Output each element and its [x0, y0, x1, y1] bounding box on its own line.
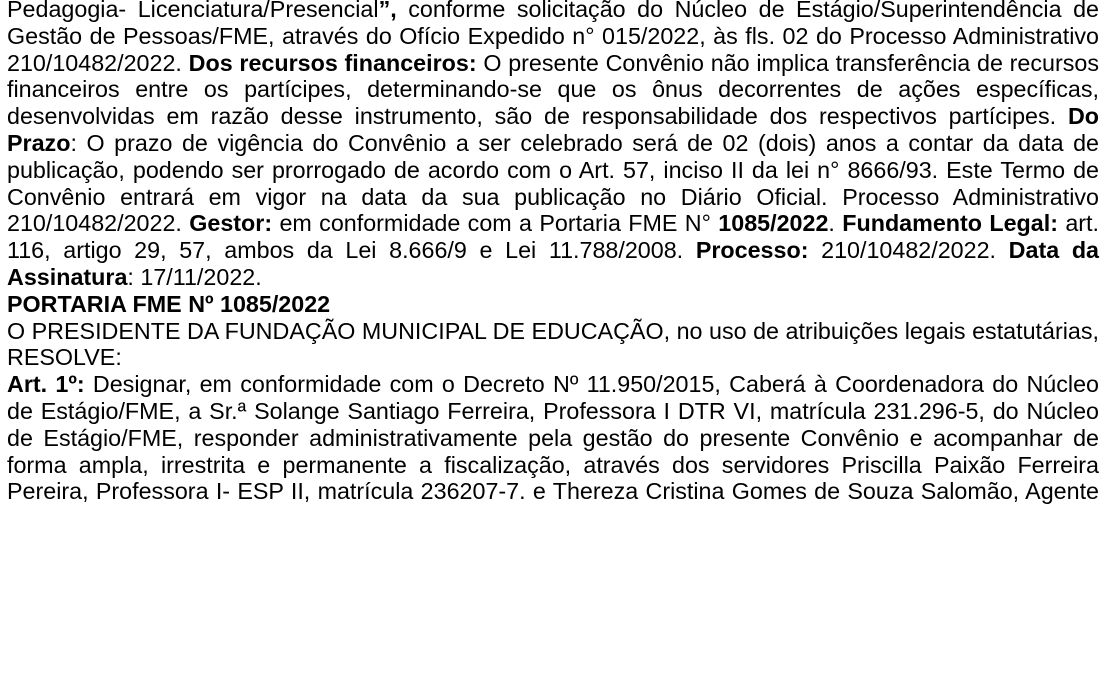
- label-processo: Processo:: [695, 237, 809, 264]
- portaria-number: 1085/2022: [718, 210, 829, 237]
- article-1-paragraph: [7, 371, 1099, 505]
- label-prazo: Do Prazo: [7, 103, 1099, 156]
- article-1-label: Art. 1º:: [7, 371, 85, 398]
- text-fragment: : O prazo de vigência do Convênio a ser celebrado será de 02 (dois) anos a contar da data de publicação, podendo ser prorrogado de acordo com o Art. 57, inciso II da lei n° 8666/93. Este Termo de Convênio entrará em vigor na data da sua publicação no Diário Oficial. Processo Administrativo 210/10482/2022.: [7, 129, 1099, 237]
- text-fragment: .: [828, 210, 843, 237]
- text-fragment: : 17/11/2022.: [127, 263, 262, 290]
- text-fragment: conforme solicitação do Núcleo de Estágio/Superintendência de Gestão de Pessoas/FME, através do Ofício Expedido n° 015/2022, às fls. 02 do Processo Administrativo 210/10482/2022.: [7, 0, 1099, 76]
- label-gestor: Gestor:: [189, 210, 273, 237]
- preamble-paragraph: O PRESIDENTE DA FUNDAÇÃO MUNICIPAL DE EDUCAÇÃO, no uso de atribuições legais estatutárias, RESOLVE:: [7, 317, 1099, 371]
- bold-fragment: ”,: [378, 0, 397, 22]
- text-fragment: em conformidade com a Portaria FME N°: [272, 210, 719, 237]
- text-fragment: 210/10482/2022.: [808, 237, 1009, 264]
- text-fragment: O presente Convênio não implica transferência de recursos financeiros entre os partícipes, determinando-se que os ônus decorrentes de ações específicas, desenvolvidas em razão desse instrumento, são de responsabilidade dos respectivos partícipes.: [7, 49, 1099, 130]
- label-data-assinatura: Data da Assinatura: [7, 237, 1100, 290]
- portaria-heading: PORTARIA FME Nº 1085/2022: [7, 290, 331, 317]
- label-recursos-financeiros: Dos recursos financeiros:: [188, 49, 477, 76]
- label-fundamento-legal: Fundamento Legal:: [842, 210, 1058, 237]
- article-1-text: Designar, em conformidade com o Decreto Nº 11.950/2015, Caberá à Coordenadora do Núcleo de Estágio/FME, a Sr.ª Solange Santiago Ferreira, Professora I DTR VI, matrícula 231.296-5, do Núcleo de Estágio/FME, responder administrativamente pela gestão do presente Convênio e acompanhar de forma ampla, irrestrita e permanente a fiscalização, através dos servidores Priscilla Paixão Ferreira Pereira, Professora I- ESP II, matrícula 236207-7. e Thereza Cristina Gomes de Souza Salomão, Agente: [7, 371, 1099, 505]
- convenio-continuation-paragraph: [7, 0, 1099, 291]
- text-fragment: Pedagogia- Licenciatura/Presencial: [7, 0, 379, 22]
- text-fragment: art. 116, artigo 29, 57, ambos da Lei 8.666/9 e Lei 11.788/2008.: [7, 210, 1099, 264]
